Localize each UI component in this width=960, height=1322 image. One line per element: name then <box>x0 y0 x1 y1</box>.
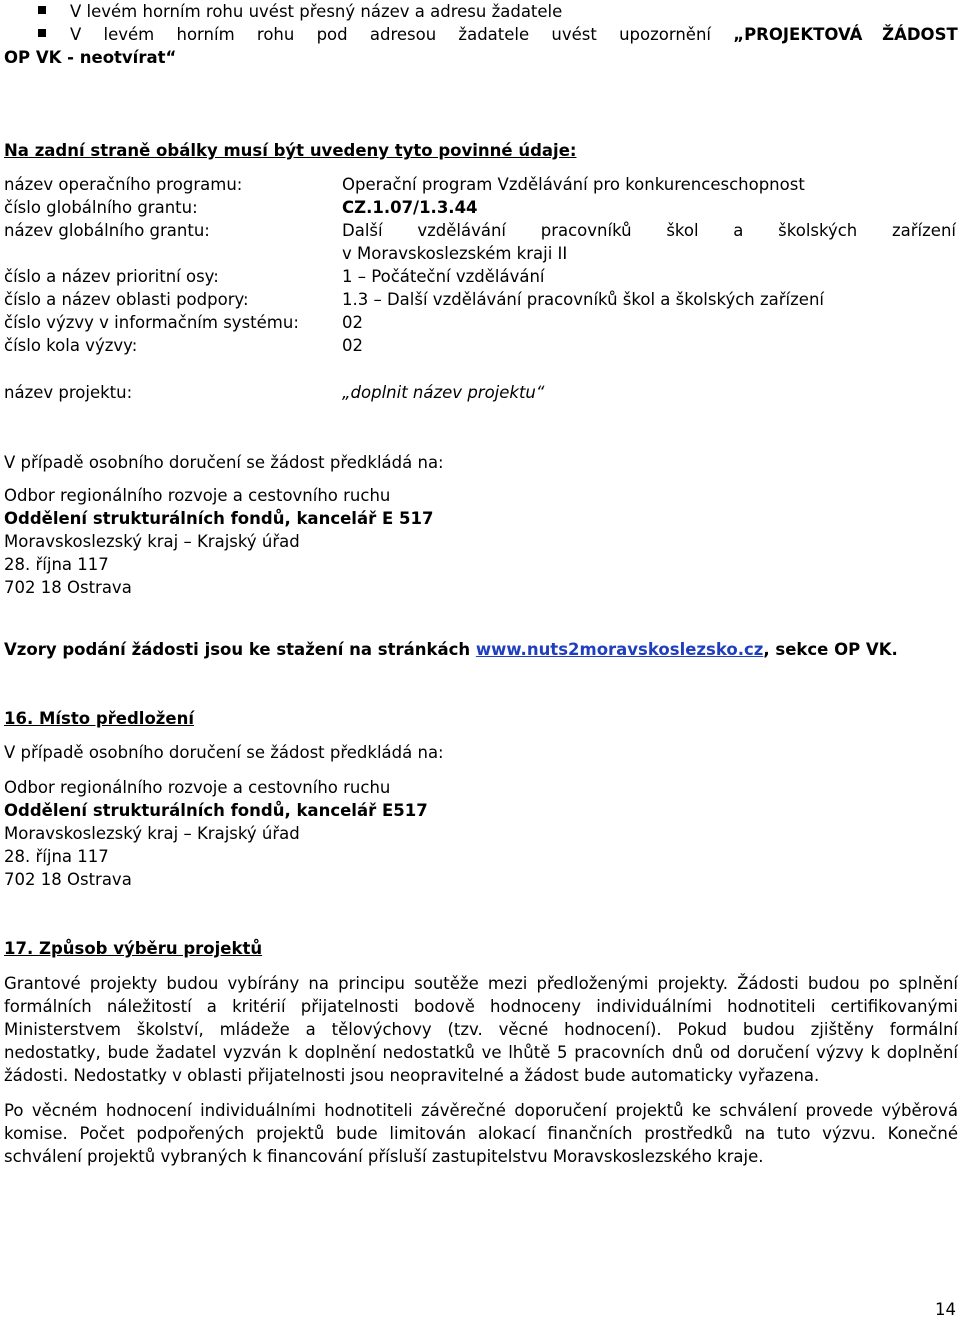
row-value: 1 – Počáteční vzdělávání <box>342 267 545 286</box>
envelope-heading: Na zadní straně obálky musí být uvedeny tyto povinné údaje: <box>4 141 577 160</box>
row-label: název globálního grantu: <box>4 221 210 240</box>
website-link[interactable]: www.nuts2moravskoslezsko.cz <box>475 640 764 659</box>
row-label: číslo a název prioritní osy: <box>4 267 219 286</box>
row-value: 02 <box>342 313 363 332</box>
address-line: 702 18 Ostrava <box>4 870 132 889</box>
address-line: Moravskoslezský kraj – Krajský úřad <box>4 824 300 843</box>
page-number: 14 <box>935 1300 956 1319</box>
paragraph-line: žádosti. Nedostatky v oblasti přijatelnosti jsou neopravitelné a žádost bude automaticky vyřazena. <box>4 1066 820 1085</box>
section-17-title: 17. Způsob výběru projektů <box>4 939 263 958</box>
paragraph-1 <box>4 972 958 1087</box>
delivery-intro: V případě osobního doručení se žádost předkládá na: <box>4 743 444 762</box>
paragraph-line: Po věcném hodnocení individuálními hodnotiteli závěrečné doporučení projektů ke schválení provede výběrová <box>4 1101 958 1120</box>
address-line: Moravskoslezský kraj – Krajský úřad <box>4 532 300 551</box>
download-suffix: , sekce OP VK. <box>763 640 898 659</box>
download-text: Vzory podání žádosti jsou ke stažení na stránkách <box>4 640 476 659</box>
paragraph-line: nedostatky, bude žadatel vyzván k doplnění nedostatků ve lhůtě 5 pracovních dnů od doručení výzvy k doplnění <box>4 1043 958 1062</box>
row-label: název projektu: <box>4 383 133 402</box>
row-value-cont: v Moravskoslezském kraji II <box>342 244 568 263</box>
bullet-text: V levém horním rohu uvést přesný název a adresu žadatele <box>70 2 563 21</box>
address-line: 28. října 117 <box>4 555 109 574</box>
download-note <box>4 638 898 661</box>
row-label: číslo výzvy v informačním systému: <box>4 313 299 332</box>
delivery-intro: V případě osobního doručení se žádost předkládá na: <box>4 453 444 472</box>
address-line: 702 18 Ostrava <box>4 578 132 597</box>
bullet-warning-cont: OP VK - neotvírat“ <box>4 48 177 67</box>
bullet-item-1 <box>0 0 960 23</box>
paragraph-line: Ministerstvem školství, mládeže a tělovýchovy (tzv. věcné hodnocení). Pokud budou zjištěny formální <box>4 1020 958 1039</box>
row-value: Operační program Vzdělávání pro konkurenceschopnost <box>342 175 805 194</box>
row-value: 1.3 – Další vzdělávání pracovníků škol a školských zařízení <box>342 290 824 309</box>
row-value: 02 <box>342 336 363 355</box>
address-line: Odbor regionálního rozvoje a cestovního ruchu <box>4 486 391 505</box>
paragraph-line: Grantové projekty budou vybírány na principu soutěže mezi předloženými projekty. Žádosti budou po splnění <box>4 974 958 993</box>
row-label: číslo a název oblasti podpory: <box>4 290 249 309</box>
bullet-text: V levém horním rohu pod adresou žadatele uvést upozornění <box>70 25 734 44</box>
bullet-square-icon <box>38 29 46 37</box>
row-label: číslo kola výzvy: <box>4 336 138 355</box>
address-line: Oddělení strukturálních fondů, kancelář E517 <box>4 801 428 820</box>
row-label: číslo globálního grantu: <box>4 198 198 217</box>
paragraph-line: schválení projektů vybraných k financování přísluší zastupitelstvu Moravskoslezského kraje. <box>4 1147 764 1166</box>
row-value: Další vzdělávání pracovníků škol a školských zařízení <box>342 221 956 240</box>
paragraph-line: formálních náležitostí a kritérií přijatelnosti bodově hodnoceny individuálními hodnotiteli certifikovanými <box>4 997 958 1016</box>
row-label: název operačního programu: <box>4 175 243 194</box>
address-line: Odbor regionálního rozvoje a cestovního ruchu <box>4 778 391 797</box>
bullet-square-icon <box>38 6 46 14</box>
project-name-placeholder: „doplnit název projektu“ <box>342 383 545 402</box>
address-line: Oddělení strukturálních fondů, kancelář E 517 <box>4 509 434 528</box>
bullet-item-2 <box>0 23 960 69</box>
paragraph-2 <box>4 1099 958 1168</box>
address-line: 28. října 117 <box>4 847 109 866</box>
section-16-title: 16. Místo předložení <box>4 709 194 728</box>
bullet-warning-text: „PROJEKTOVÁ ŽÁDOST <box>733 25 958 44</box>
row-value: CZ.1.07/1.3.44 <box>342 198 478 217</box>
paragraph-line: komise. Počet podpořených projektů bude limitován alokací finančních prostředků na tuto výzvu. Konečné <box>4 1124 958 1143</box>
